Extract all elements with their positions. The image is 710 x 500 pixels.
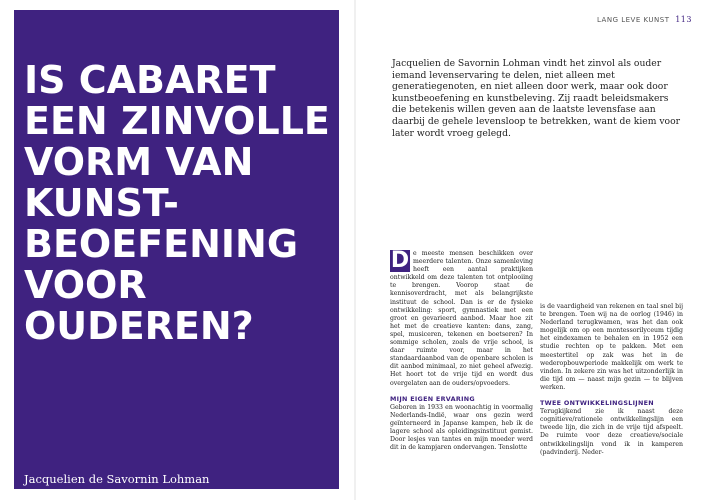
subheading: MIJN EIGEN ERVARING (390, 394, 475, 403)
article-title (24, 60, 334, 347)
title-line: KUNST- (24, 181, 179, 225)
page-number: 113 (675, 15, 692, 24)
text-column-2 (540, 303, 683, 457)
body-paragraph: is de vaardigheid van rekenen en taal snel bij te brengen. Toen wij na de oorlog (1946) in Nederland terugkwamen, was het dan ook mogelijk om op een montessorilyceum tijdig het eindexamen te behalen en in 1952 een studie rechten op te pakken. Met een meestertitel op zak was het in de wederopbouwperiode makkelijk om werk te vinden. In zekere zin was het uitzonderlijk in die tijd om — naast mijn gezin — te blijven werken. (540, 303, 683, 391)
intro-paragraph: Jacquelien de Savornin Lohman vindt het zinvol als ouder iemand levenservaring te delen, niet alleen met generatiegenoten, en niet alleen door werk, maar ook door kunstbeoefening en kunstbeleving. Zij raadt beleidsmakers die betekenis willen geven aan de laatste levensfase aan daarbij de gehele levensloop te betrekken, want de kiem voor later wordt vroeg gelegd. (392, 58, 681, 139)
author-name: Jacquelien de Savornin Lohman (24, 472, 210, 486)
body-paragraph: Terugkijkend zie ik naast deze cognitieve/rationele ontwikkelingslijn een tweede lijn, die zich in de vrije tijd afspeelt. De ruimte voor deze creatieve/sociale ontwikkelingslijn vond ik in kamperen (padvinderij. Neder- (540, 408, 683, 456)
title-line: VORM VAN (24, 140, 254, 184)
title-line: VOOR (24, 263, 147, 307)
right-page (356, 0, 710, 500)
body-paragraph: Geboren in 1933 en woonachtig in voormalig Nederlands-Indië, waar ons gezin werd geïnterneerd in Japanse kampen, heb ik de lagere school als opleidingsinstituut gemist. Door lesjes van tantes en mijn moeder werd dit in de kampjaren ondervangen. Tenslotte (390, 403, 533, 452)
title-block (14, 10, 339, 489)
body-paragraph (390, 250, 533, 388)
body-text: e meeste mensen beschikken over meerdere talenten. Onze samenleving heeft een aantal praktijken ontwikkeld om deze talenten tot ontplooiing te brengen. Voorop staat de kennisoverdracht, met als belangrijkste instituut de school. Dan is er de fysieke ontwikkeling: sport, gymnastiek met een groot en gevarieerd aanbod. Maar hoe zit het met de creatieve kanten: dans, zang, spel, musiceren, tekenen en boetseren? In sommige scholen, zoals de vrije school, is daar ruimte voor, maar in het standaardaanbod van de openbare scholen is dit aanbod minimaal, zo niet geheel afwezig. Het hoort tot de vrije tijd en wordt dus overgelaten aan de ouders/opvoeders. (390, 250, 533, 387)
title-line: OUDEREN? (24, 304, 254, 348)
subheading: TWEE ONTWIKKELINGSLIJNEN (540, 399, 654, 408)
title-line: BEOEFENING (24, 222, 299, 266)
title-line: IS CABARET (24, 58, 276, 102)
running-head-title: LANG LEVE KUNST (597, 16, 670, 24)
title-line: EEN ZINVOLLE (24, 99, 330, 143)
running-head (597, 15, 692, 24)
drop-cap: D (390, 248, 410, 273)
text-column-1 (390, 250, 533, 452)
